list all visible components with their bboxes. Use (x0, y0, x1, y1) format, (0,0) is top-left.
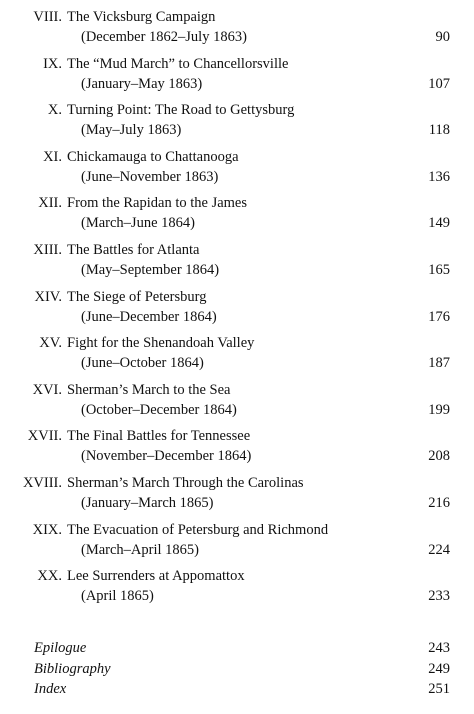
chapter-page: 187 (428, 355, 450, 372)
table-of-contents (0, 7, 474, 613)
chapter-title: Fight for the Shenandoah Valley (67, 335, 255, 352)
toc-entry-15[interactable] (0, 333, 474, 380)
chapter-page: 199 (428, 401, 450, 418)
chapter-dates: (May–July 1863) (81, 122, 182, 139)
toc-entry-12[interactable] (0, 193, 474, 240)
chapter-dates: (January–May 1863) (81, 75, 203, 92)
chapter-title: The Siege of Petersburg (67, 288, 207, 305)
back-matter-index[interactable] (0, 679, 474, 700)
chapter-title: From the Rapidan to the James (67, 195, 248, 212)
chapter-page: 90 (435, 29, 450, 45)
chapter-number: VIII. (33, 9, 62, 25)
toc-entry-20[interactable] (0, 566, 474, 613)
chapter-number: IX. (43, 55, 62, 72)
back-matter-label: Bibliography (34, 660, 111, 677)
back-matter (0, 638, 474, 700)
back-matter-page: 243 (428, 640, 450, 656)
chapter-page: 165 (428, 261, 450, 278)
chapter-title: The Vicksburg Campaign (67, 9, 216, 25)
back-matter-page: 249 (428, 660, 450, 677)
toc-entry-16[interactable] (0, 380, 474, 427)
chapter-page: 118 (428, 122, 450, 139)
chapter-number: XIV. (34, 288, 62, 305)
chapter-page: 208 (428, 448, 450, 465)
toc-entry-18[interactable] (0, 473, 474, 520)
chapter-number: XIII. (33, 241, 62, 258)
chapter-title: The Battles for Atlanta (67, 241, 200, 258)
chapter-number: XII. (38, 195, 62, 212)
chapter-dates: (March–April 1865) (81, 541, 199, 558)
chapter-number: XVI. (32, 381, 62, 398)
chapter-dates: (June–November 1863) (81, 168, 219, 185)
chapter-page: 107 (428, 75, 450, 92)
toc-entry-14[interactable] (0, 287, 474, 334)
chapter-dates: (November–December 1864) (81, 448, 252, 465)
back-matter-bibliography[interactable] (0, 659, 474, 680)
chapter-title: The “Mud March” to Chancellorsville (67, 55, 289, 72)
chapter-title: Sherman’s March to the Sea (67, 381, 231, 398)
chapter-title: The Evacuation of Petersburg and Richmond (67, 521, 329, 538)
chapter-number: XIX. (32, 521, 62, 538)
chapter-title: Sherman’s March Through the Carolinas (67, 474, 304, 491)
chapter-dates: (December 1862–July 1863) (81, 29, 247, 45)
back-matter-epilogue[interactable] (0, 638, 474, 659)
chapter-title: Chickamauga to Chattanooga (67, 148, 239, 165)
chapter-dates: (October–December 1864) (81, 401, 237, 418)
chapter-page: 149 (428, 215, 450, 232)
chapter-number: XVII. (27, 428, 62, 445)
toc-entry-9[interactable] (0, 54, 474, 101)
chapter-title: The Final Battles for Tennessee (67, 428, 251, 445)
chapter-title: Lee Surrenders at Appomattox (67, 568, 245, 585)
toc-entry-13[interactable] (0, 240, 474, 287)
chapter-number: XV. (39, 335, 62, 352)
chapter-dates: (January–March 1865) (81, 494, 214, 511)
chapter-dates: (June–December 1864) (81, 308, 217, 325)
back-matter-page: 251 (428, 681, 450, 697)
back-matter-label: Index (34, 681, 67, 697)
chapter-dates: (June–October 1864) (81, 355, 204, 372)
chapter-page: 176 (428, 308, 450, 325)
toc-entry-10[interactable] (0, 100, 474, 147)
toc-entry-17[interactable] (0, 426, 474, 473)
chapter-dates: (April 1865) (81, 588, 154, 605)
chapter-page: 224 (428, 541, 450, 558)
chapter-page: 233 (428, 588, 450, 605)
chapter-number: X. (47, 102, 62, 119)
chapter-title: Turning Point: The Road to Gettysburg (67, 102, 295, 119)
chapter-number: XX. (37, 568, 62, 585)
chapter-number: XI. (43, 148, 62, 165)
chapter-page: 216 (428, 494, 450, 511)
chapter-dates: (May–September 1864) (81, 261, 220, 278)
toc-entry-11[interactable] (0, 147, 474, 194)
back-matter-label: Epilogue (34, 640, 87, 656)
chapter-page: 136 (428, 168, 450, 185)
toc-entry-8[interactable] (0, 7, 474, 54)
chapter-number: XVIII. (22, 474, 62, 491)
chapter-dates: (March–June 1864) (81, 215, 195, 232)
toc-entry-19[interactable] (0, 520, 474, 567)
